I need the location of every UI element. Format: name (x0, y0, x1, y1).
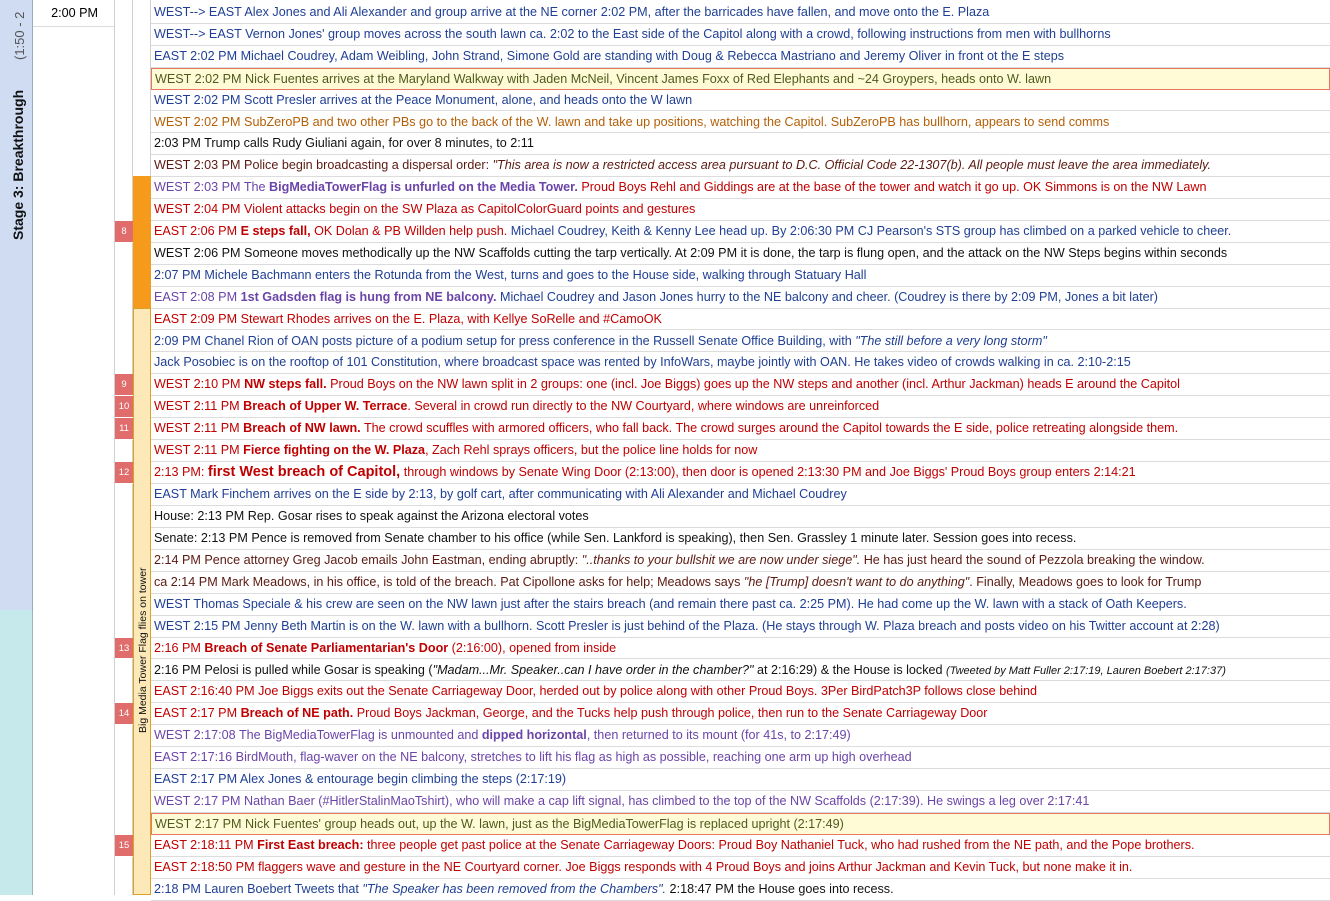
row-text: . Several in crowd run directly to the NW Courtyard, where windows are unreinforced (407, 399, 880, 414)
row-text: 2:07 PM Michele Bachmann enters the Rotunda from the West, turns and goes to the House side, walking through Statuary Hall (154, 267, 867, 282)
row-text: 2:16 PM Pelosi is pulled while Gosar is speaking ( (154, 662, 433, 677)
row-text: EAST 2:18:50 PM flaggers wave and gesture in the NE Courtyard corner. Joe Biggs responds with 4 Proud Boys and joins Arthur Jackman and Kevin Tuck, but none make it in. (154, 860, 1133, 875)
breach-number-badge: 12 (115, 462, 133, 484)
row-text: EAST 2:06 PM (154, 224, 241, 238)
timeline-row[interactable] (151, 879, 1330, 901)
timeline-row[interactable] (151, 791, 1330, 813)
row-text: 1st Gadsden flag is hung from NE balcony. (240, 289, 497, 304)
stage-time-range: (1:50 - 2 (12, 11, 27, 60)
timeline-row[interactable] (151, 199, 1330, 221)
row-text: WEST 2:04 PM Violent attacks begin on the SW Plaza as CapitolColorGuard points and gestures (154, 202, 696, 217)
row-text: through windows by Senate Wing Door (2:13:00), then door is opened 2:13:30 PM and Joe Biggs' Proud Boys group enters 2:14:21 (400, 464, 1136, 479)
time-column (33, 0, 115, 895)
row-text: NW steps fall. (244, 377, 327, 392)
timeline-row[interactable] (151, 681, 1330, 703)
time-header-cell[interactable]: 2:00 PM (33, 0, 114, 27)
row-text: BigMediaTowerFlag is unfurled on the Media Tower. (269, 180, 578, 195)
row-text: Proud Boys on the NW lawn split in 2 groups: one (incl. Joe Biggs) goes up the NW steps and another (incl. Arthur Jackman) heads E around the Capitol (326, 377, 1180, 392)
row-text: Michael Coudrey, Keith & Kenny Lee head up. By 2:06:30 PM CJ Pearson's STS group has climbed on a parked vehicle to cheer. (510, 224, 1232, 238)
row-text: Breach of Upper W. Terrace (243, 399, 408, 414)
row-text: EAST Mark Finchem arrives on the E side by 2:13, by golf cart, after communicating with Ali Alexander and Michael Coudrey (154, 486, 847, 501)
row-text: WEST 2:17 PM Nick Fuentes' group heads out, up the W. lawn, just as the BigMediaTowerFlag is replaced upright (2:17:49) (155, 817, 844, 832)
row-text: EAST 2:18:11 PM (154, 838, 258, 853)
timeline-row[interactable] (151, 352, 1330, 374)
timeline-row[interactable] (151, 572, 1330, 594)
timeline-row[interactable] (151, 68, 1330, 90)
row-text: Michael Coudrey and Jason Jones hurry to the NE balcony and cheer. (Coudrey is there by 2:09 PM, Jones a bit later) (496, 289, 1158, 304)
row-text: Fierce fighting on the W. Plaza (243, 443, 426, 457)
timeline-row[interactable] (151, 769, 1330, 791)
row-text: First East breach: (257, 838, 364, 853)
row-text: 2:09 PM Chanel Rion of OAN posts picture of a podium setup for press conference in the Russell Senate Office Building, with (154, 333, 856, 348)
row-text: EAST 2:17:16 BirdMouth, flag-waver on the NE balcony, stretches to lift his flag as high as possible, reaching one arm up high overhead (154, 750, 912, 765)
row-text: EAST 2:02 PM Michael Coudrey, Adam Weibling, John Strand, Simone Gold are standing with Doug & Rebecca Mastriano and Jeremy Oliver in front ot the E steps (154, 48, 1065, 63)
row-text: Proud Boys Rehl and Giddings are at the base of the tower and watch it go up. OK Simmons is on the NW Lawn (577, 180, 1207, 195)
row-text: WEST--> EAST Alex Jones and Ali Alexander and group arrive at the NE corner 2:02 PM, after the barricades have fallen, and move onto the E. Plaza (154, 5, 990, 19)
row-text: , then returned to its mount (for 41s, to 2:17:49) (586, 728, 851, 743)
stage-4-band (0, 610, 33, 895)
row-text: Jack Posobiec is on the rooftop of 101 Constitution, where broadcast space was rented by InfoWars, maybe jointly with OAN. He takes video of crowds walking in ca. 2:10-2:15 (154, 355, 1131, 370)
row-text: EAST 2:17 PM (154, 706, 241, 721)
row-text: WEST 2:11 PM (154, 421, 244, 436)
timeline-row[interactable] (151, 46, 1330, 68)
timeline-row[interactable] (151, 374, 1330, 396)
flag-bar-label: Big Media Tower Flag flies on tower (137, 567, 149, 733)
timeline-row[interactable] (151, 484, 1330, 506)
timeline-row[interactable] (151, 616, 1330, 638)
breach-number-badge: 11 (115, 418, 133, 440)
row-text: WEST 2:10 PM (154, 377, 245, 392)
row-text: WEST 2:15 PM Jenny Beth Martin is on the W. lawn with a bullhorn. Scott Presler is just behind of the Plaza. (He stays through W. Plaza breach and posts video on his Twitter account at 2:28) (154, 618, 1220, 633)
row-text: "..thanks to your bullshit we are now under siege". (581, 552, 861, 567)
timeline-row[interactable] (151, 747, 1330, 769)
row-text: House: 2:13 PM Rep. Gosar rises to speak against the Arizona electoral votes (154, 508, 589, 523)
timeline-row[interactable] (151, 440, 1330, 462)
timeline-row[interactable] (151, 418, 1330, 440)
row-text: three people get past police at the Senate Carriageway Doors: Proud Boy Nathaniel Tuck, who had rushed from the NE path, and the Pope brothers. (363, 838, 1195, 853)
timeline-row[interactable] (151, 2, 1330, 24)
flag-flies-bar (133, 308, 151, 895)
row-text: "This area is now a restricted access area pursuant to D.C. Official Code 22-1307(b). All people must leave the area immediately. (492, 158, 1212, 173)
row-text: Senate: 2:13 PM Pence is removed from Senate chamber to his office (while Sen. Lankford is speaking), then Sen. Grassley 1 minute later. Session goes into recess. (154, 530, 1077, 545)
breach-number-badge: 14 (115, 703, 133, 725)
row-text: He has just heard the sound of Pezzola breaking the window. (860, 552, 1205, 567)
timeline-row[interactable] (151, 265, 1330, 287)
timeline-row[interactable] (151, 221, 1330, 243)
breach-number-badge: 10 (115, 396, 133, 418)
row-text: 2:18:47 PM the House goes into recess. (666, 882, 894, 896)
timeline-row[interactable] (151, 703, 1330, 725)
flag-orange-marker (133, 176, 151, 308)
timeline-row[interactable] (151, 133, 1330, 155)
row-text: WEST 2:03 PM The (154, 180, 270, 195)
row-text: dipped horizontal (481, 728, 587, 743)
row-text: The crowd scuffles with armored officers, who fall back. The crowd surges around the Capitol towards the E side, police retreating alongside them. (360, 421, 1179, 436)
timeline-row[interactable] (151, 462, 1330, 484)
row-text: WEST 2:17:08 The BigMediaTowerFlag is unmounted and (154, 728, 482, 743)
row-text: ca 2:14 PM Mark Meadows, in his office, is told of the breach. Pat Cipollone asks for help; Meadows says (154, 574, 744, 589)
row-text: 2:14 PM Pence attorney Greg Jacob emails John Eastman, ending abruptly: (154, 552, 582, 567)
row-text: Proud Boys Jackman, George, and the Tucks help push through police, then run to the Senate Carriageway Door (353, 706, 988, 721)
row-text: Breach of NE path. (240, 706, 354, 721)
timeline-row[interactable] (151, 331, 1330, 353)
stage-column (0, 0, 33, 895)
row-text: 2:03 PM Trump calls Rudy Giuliani again, for over 8 minutes, to 2:11 (154, 136, 534, 151)
row-text: WEST 2:02 PM Nick Fuentes arrives at the Maryland Walkway with Jaden McNeil, Vincent James Foxx of Red Elephants and ~24 Groypers, heads onto W. lawn (155, 71, 1052, 86)
breach-number-badge: 15 (115, 835, 133, 857)
row-text: 2:16 PM (154, 640, 205, 655)
timeline-row[interactable] (151, 813, 1330, 835)
stage-title: Stage 3: Breakthrough (10, 89, 26, 240)
row-text: (Tweeted by Matt Fuller 2:17:19, Lauren Boebert 2:17:37) (946, 664, 1226, 677)
row-text: "The still before a very long storm" (855, 333, 1047, 348)
row-text: WEST 2:03 PM Police begin broadcasting a dispersal order: (154, 158, 493, 173)
row-text: , Zach Rehl sprays officers, but the police line holds for now (425, 443, 758, 457)
row-text: WEST--> EAST Vernon Jones' group moves across the south lawn ca. 2:02 to the East side of the Capitol along with a crowd, following instructions from men with bullhorns (154, 26, 1111, 41)
row-text: WEST 2:02 PM SubZeroPB and two other PBs go to the back of the W. lawn and take up positions, watching the Capitol. SubZeroPB has bullhorn, appears to send comms (154, 114, 1110, 129)
timeline-row[interactable] (151, 594, 1330, 616)
row-text: "he [Trump] doesn't want to do anything" (743, 574, 970, 589)
row-text: (2:16:00), opened from inside (448, 640, 617, 655)
row-text: OK Dolan & PB Willden help push. (310, 224, 511, 238)
row-text: . Finally, Meadows goes to look for Trump (969, 574, 1202, 589)
row-text: EAST 2:16:40 PM Joe Biggs exits out the Senate Carriageway Door, herded out by police along with other Proud Boys. 3Per BirdPatch3P follows close behind (154, 684, 1038, 699)
breach-number-column (115, 0, 133, 895)
flag-status-column (133, 0, 151, 895)
timeline-row[interactable] (151, 857, 1330, 879)
timeline-row[interactable] (151, 287, 1330, 309)
row-text: WEST 2:11 PM (154, 443, 244, 457)
timeline-row[interactable] (151, 638, 1330, 660)
timeline-row[interactable] (151, 528, 1330, 550)
row-text: WEST 2:11 PM (154, 399, 244, 414)
timeline-row[interactable] (151, 396, 1330, 418)
row-text: WEST 2:02 PM Scott Presler arrives at the Peace Monument, alone, and heads onto the W lawn (154, 92, 693, 107)
timeline-row[interactable] (151, 550, 1330, 572)
breach-number-badge: 8 (115, 221, 133, 243)
timeline-row[interactable] (151, 90, 1330, 112)
timeline-row[interactable] (151, 24, 1330, 46)
timeline-row[interactable] (151, 177, 1330, 199)
timeline-row[interactable] (151, 660, 1330, 682)
row-text: 2:13 PM: (154, 464, 208, 479)
row-text: at 2:16:29) & the House is locked (753, 662, 947, 677)
row-text: EAST 2:17 PM Alex Jones & entourage begin climbing the steps (2:17:19) (154, 772, 567, 787)
row-text: first West breach of Capitol, (207, 463, 401, 480)
timeline-row[interactable] (151, 155, 1330, 177)
breach-number-badge: 13 (115, 638, 133, 660)
row-text: EAST 2:09 PM Stewart Rhodes arrives on the E. Plaza, with Kellye SoRelle and #CamoOK (154, 311, 662, 326)
row-text: WEST Thomas Speciale & his crew are seen on the NW lawn just after the stairs breach (and remain there past ca. 2:25 PM). He had come up the W. lawn with a stack of Oath Keepers. (154, 596, 1187, 611)
timeline-row[interactable] (151, 725, 1330, 747)
timeline-row[interactable] (151, 112, 1330, 134)
row-text: E steps fall, (240, 224, 311, 238)
timeline-row[interactable] (151, 243, 1330, 265)
row-text: WEST 2:06 PM Someone moves methodically up the NW Scaffolds cutting the tarp vertically. At 2:09 PM it is done, the tarp is flung open, and the attack on the NW Steps begins within seconds (154, 245, 1228, 260)
breach-number-badge: 9 (115, 374, 133, 396)
row-text: Breach of Senate Parliamentarian's Door (204, 640, 449, 655)
row-text: EAST 2:08 PM (154, 289, 241, 304)
timeline-row[interactable] (151, 835, 1330, 857)
row-text: "The Speaker has been removed from the Chambers". (362, 882, 667, 896)
timeline-row[interactable] (151, 309, 1330, 331)
timeline-row[interactable] (151, 506, 1330, 528)
row-text: Breach of NW lawn. (243, 421, 361, 436)
row-text: 2:18 PM Lauren Boebert Tweets that (154, 882, 363, 896)
row-text: WEST 2:17 PM Nathan Baer (#HitlerStalinMaoTshirt), who will make a cap lift signal, has climbed to the top of the NW Scaffolds (2:17:39). He swings a leg over 2:17:41 (154, 794, 1090, 809)
row-text: "Madam...Mr. Speaker..can I have order in the chamber?" (432, 662, 754, 677)
